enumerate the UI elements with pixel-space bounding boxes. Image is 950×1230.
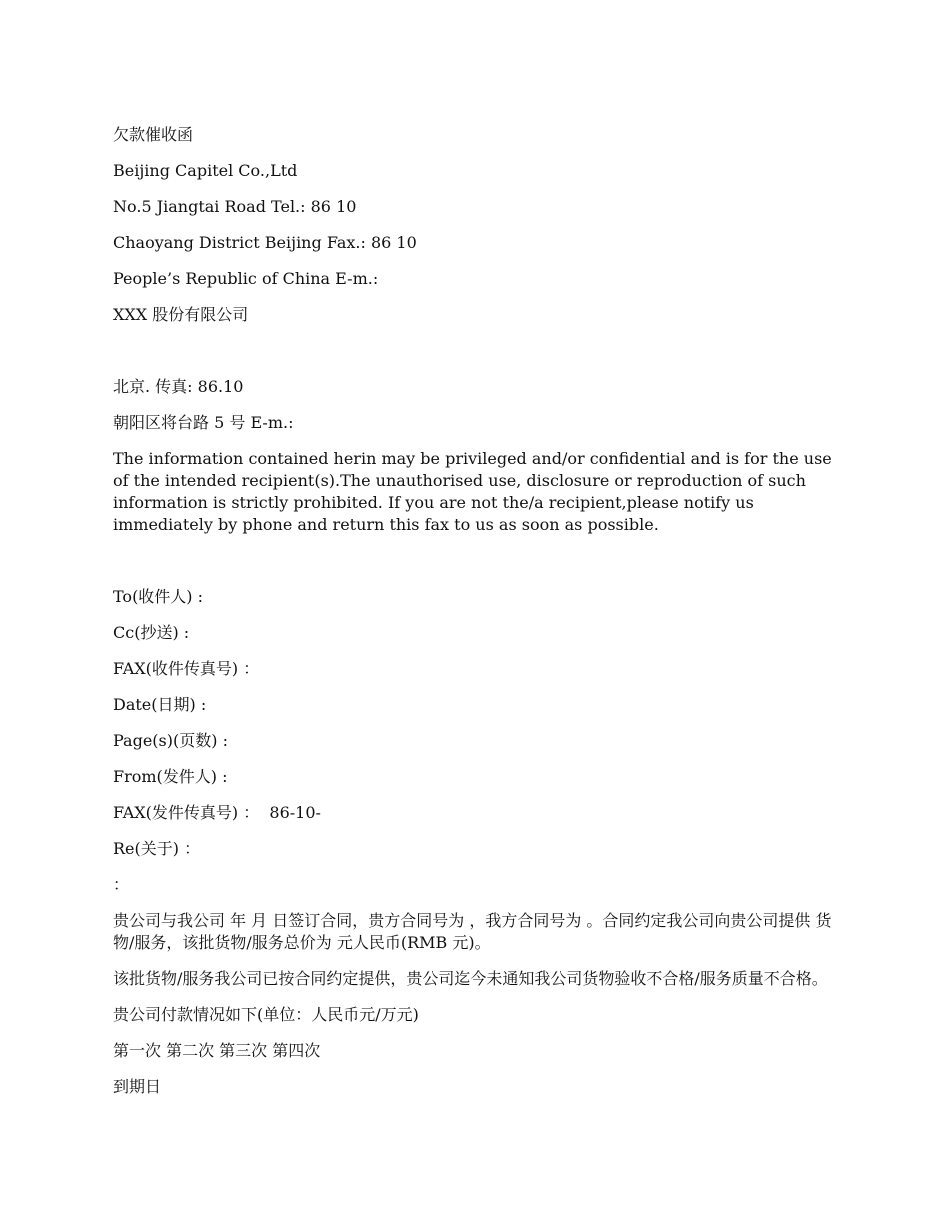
beijing-fax-line: 北京. 传真: 86.10	[113, 377, 244, 396]
field-recipient-fax: FAX(收件传真号) ：	[113, 659, 260, 678]
field-sender-fax: FAX(发件传真号) ： 86-10-	[113, 803, 321, 822]
district-fax-line: Chaoyang District Beijing Fax.: 86 10	[113, 233, 417, 252]
confidentiality-notice: The information contained herin may be privileged and/or confidential and is for the use of the intended recipient(s).The unauthorised use, disclosure or reproduction of such information is strictly prohibited. If you are not the/a recipient,please notify us immediately by phone and return this fax to us as soon as possible.	[113, 449, 832, 534]
field-re: Re(关于) ：	[113, 839, 201, 858]
delivery-paragraph: 该批货物/服务我公司已按合同约定提供，贵公司迄今未通知我公司货物验收不合格/服务质量不合格。	[113, 969, 828, 988]
country-email-line: People’s Republic of China E-m.:	[113, 269, 379, 288]
field-from: From(发件人) :	[113, 767, 228, 786]
colon-line: ：	[113, 875, 130, 894]
field-cc: Cc(抄送) :	[113, 623, 190, 642]
company-name-en: Beijing Capitel Co.,Ltd	[113, 161, 298, 180]
field-to: To(收件人) :	[113, 587, 204, 606]
company-name-cn: XXX 股份有限公司	[113, 305, 249, 324]
due-date-row: 到期日	[113, 1077, 162, 1096]
address-email-cn-line: 朝阳区将台路 5 号 E-m.:	[113, 413, 294, 432]
document-page	[113, 124, 841, 1112]
field-pages: Page(s)(页数) :	[113, 731, 228, 750]
document-title: 欠款催收函	[113, 125, 194, 144]
field-date: Date(日期) :	[113, 695, 207, 714]
contract-paragraph: 贵公司与我公司 年 月 日签订合同，贵方合同号为 ，我方合同号为 。合同约定我公司向贵公司提供 货物/服务，该批货物/服务总价为 元人民币(RMB 元)。	[113, 911, 832, 952]
payment-installments-row: 第一次 第二次 第三次 第四次	[113, 1041, 321, 1060]
address-tel-line: No.5 Jiangtai Road Tel.: 86 10	[113, 197, 357, 216]
payment-status-heading: 贵公司付款情况如下(单位：人民币元/万元)	[113, 1005, 419, 1024]
